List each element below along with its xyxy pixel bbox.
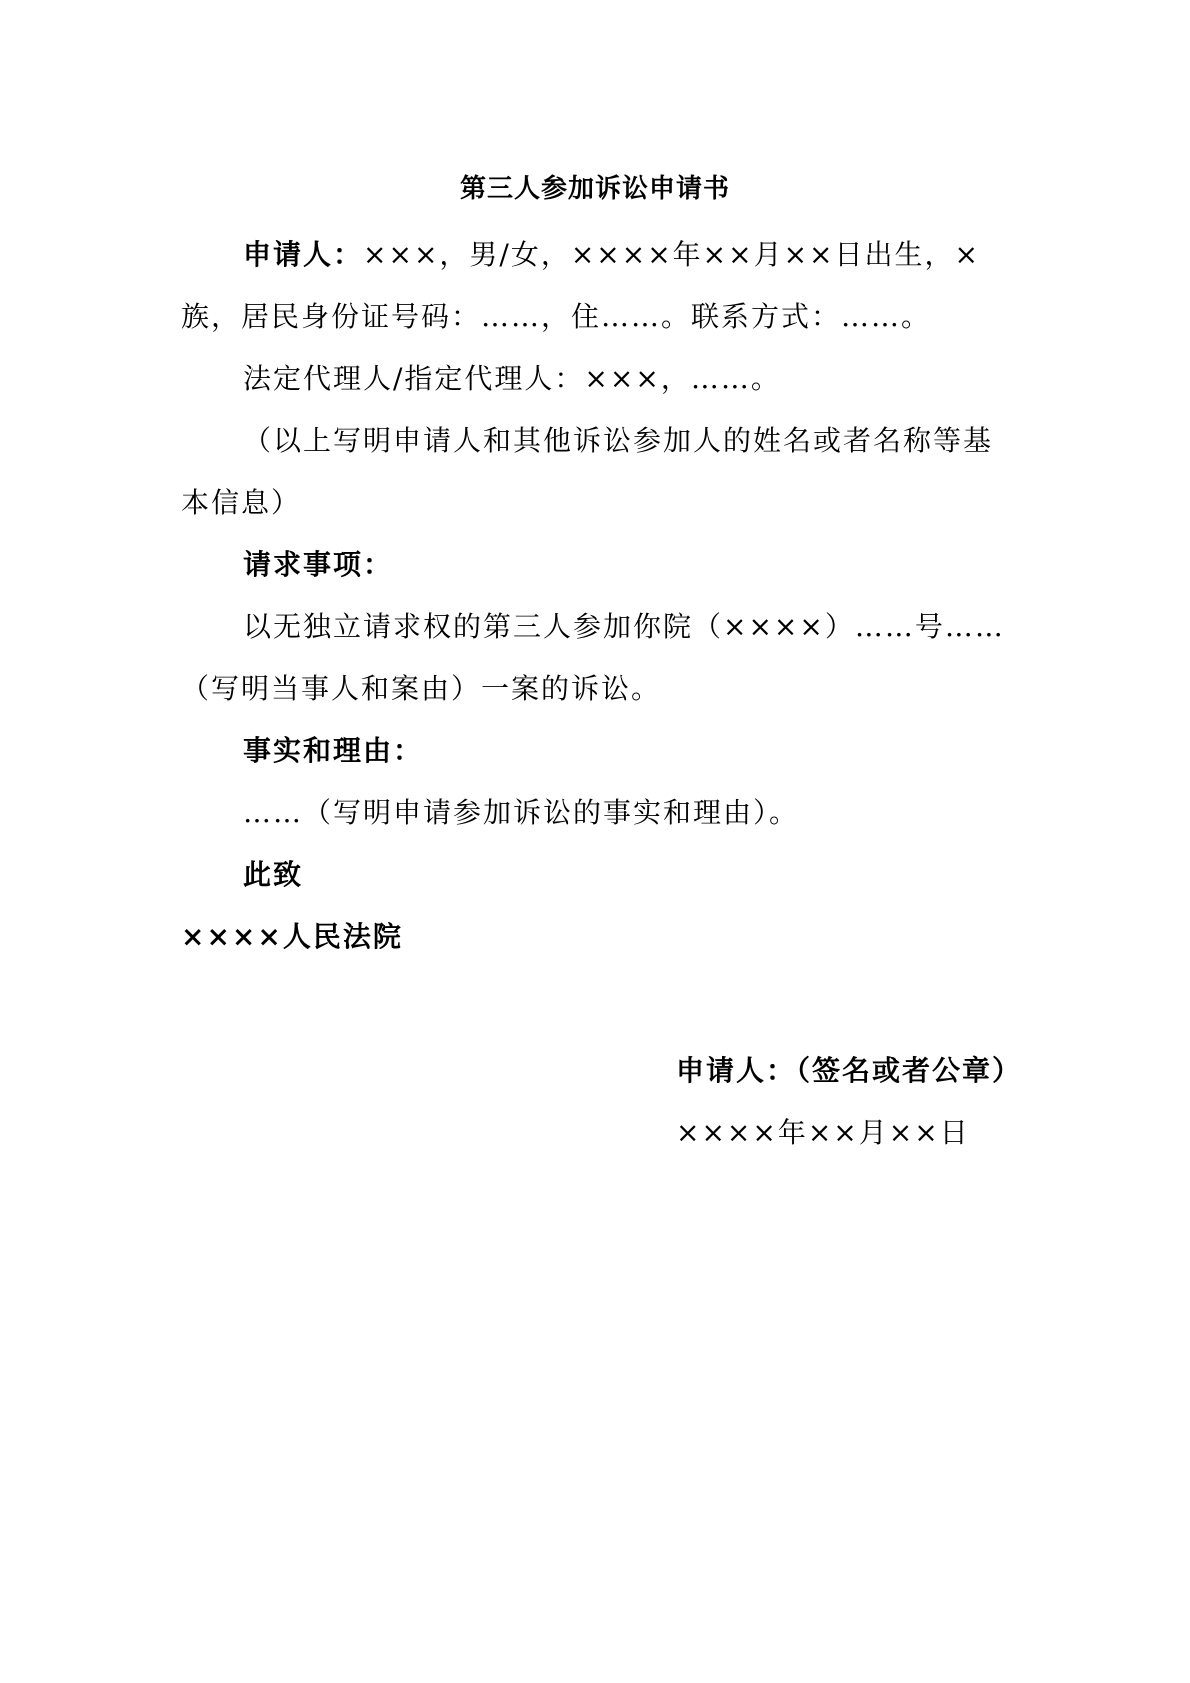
court-name: ××××人民法院 [181, 920, 403, 953]
facts-paragraph: ……（写明申请参加诉讼的事实和理由）。 [243, 796, 800, 829]
request-heading: 请求事项： [243, 548, 394, 581]
applicant-paragraph [181, 224, 1013, 348]
date-line: ××××年××月××日 [676, 1116, 970, 1149]
agent-paragraph: 法定代理人/指定代理人：×××，……。 [243, 362, 781, 395]
applicant-info: ×××，男/女，××××年××月××日出生，×族，居民身份证号码：……，住……。联系方式：……。 [181, 238, 980, 333]
document-title: 第三人参加诉讼申请书 [459, 174, 730, 204]
facts-heading: 事实和理由： [243, 734, 424, 767]
document-body [181, 224, 1013, 968]
salutation: 此致 [243, 858, 304, 891]
request-paragraph: 以无独立请求权的第三人参加你院（××××）……号……（写明当事人和案由）一案的诉讼。 [181, 610, 1005, 705]
signature-line: 申请人：（签名或者公章） [676, 1054, 1023, 1087]
note-paragraph: （以上写明申请人和其他诉讼参加人的姓名或者名称等基本信息） [181, 424, 994, 519]
applicant-label: 申请人： [243, 238, 364, 271]
signature-block [676, 1040, 1022, 1164]
